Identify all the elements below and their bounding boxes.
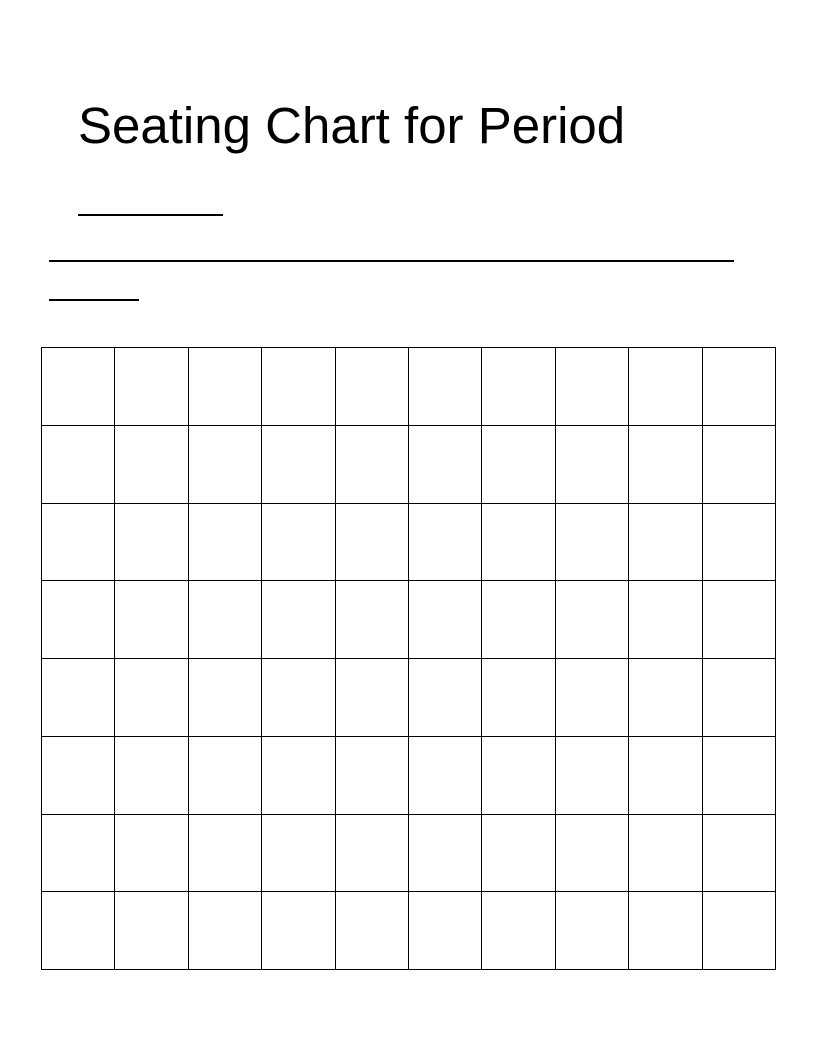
seat-cell (629, 892, 702, 970)
seat-cell (262, 892, 335, 970)
seating-grid (41, 347, 776, 970)
seat-cell (262, 581, 335, 659)
seat-cell (336, 426, 409, 504)
seat-cell (482, 892, 555, 970)
seat-cell (336, 737, 409, 815)
seat-cell (629, 348, 702, 426)
seat-cell (482, 581, 555, 659)
seat-cell (189, 581, 262, 659)
seat-cell (336, 348, 409, 426)
seat-cell (262, 348, 335, 426)
seat-cell (336, 659, 409, 737)
seat-cell (703, 504, 776, 582)
seat-cell (629, 737, 702, 815)
seat-cell (482, 659, 555, 737)
seat-cell (189, 426, 262, 504)
seat-cell (409, 426, 482, 504)
seat-cell (115, 426, 188, 504)
seat-cell (336, 815, 409, 893)
seat-cell (556, 426, 629, 504)
seat-cell (42, 581, 115, 659)
seat-cell (42, 659, 115, 737)
seat-cell (556, 348, 629, 426)
seat-cell (703, 426, 776, 504)
seat-cell (482, 504, 555, 582)
seat-cell (262, 426, 335, 504)
page-title: Seating Chart for Period (78, 97, 626, 154)
seat-cell (556, 892, 629, 970)
seat-cell (409, 581, 482, 659)
seat-cell (262, 737, 335, 815)
period-blank-line (78, 214, 223, 216)
seat-cell (262, 815, 335, 893)
seat-cell (115, 815, 188, 893)
seat-cell (556, 737, 629, 815)
name-blank-line (49, 260, 734, 262)
seat-cell (189, 348, 262, 426)
seat-cell (409, 659, 482, 737)
seat-cell (556, 581, 629, 659)
seat-cell (556, 504, 629, 582)
seat-cell (42, 892, 115, 970)
seat-cell (703, 737, 776, 815)
seat-cell (262, 504, 335, 582)
seat-cell (189, 815, 262, 893)
seat-cell (482, 348, 555, 426)
seat-cell (629, 581, 702, 659)
seat-cell (409, 737, 482, 815)
seat-cell (556, 815, 629, 893)
seat-cell (262, 659, 335, 737)
seat-cell (703, 892, 776, 970)
seat-cell (42, 737, 115, 815)
seat-cell (409, 348, 482, 426)
seat-cell (115, 504, 188, 582)
seat-cell (115, 659, 188, 737)
seat-cell (115, 581, 188, 659)
seat-cell (556, 659, 629, 737)
seat-cell (115, 892, 188, 970)
seat-cell (189, 659, 262, 737)
seat-cell (42, 426, 115, 504)
seat-cell (703, 659, 776, 737)
seat-cell (629, 504, 702, 582)
seat-cell (336, 504, 409, 582)
seat-cell (703, 581, 776, 659)
seat-cell (409, 504, 482, 582)
seat-cell (482, 426, 555, 504)
seat-cell (42, 504, 115, 582)
seat-cell (629, 659, 702, 737)
seat-cell (189, 737, 262, 815)
seat-cell (336, 581, 409, 659)
seat-cell (115, 348, 188, 426)
seat-cell (42, 815, 115, 893)
seat-cell (629, 426, 702, 504)
short-blank-line (49, 299, 139, 301)
seat-cell (189, 892, 262, 970)
seat-cell (409, 892, 482, 970)
seat-cell (42, 348, 115, 426)
seat-cell (482, 737, 555, 815)
seat-cell (189, 504, 262, 582)
seat-cell (115, 737, 188, 815)
seat-cell (703, 815, 776, 893)
seat-cell (703, 348, 776, 426)
seat-cell (336, 892, 409, 970)
seat-cell (409, 815, 482, 893)
seat-cell (629, 815, 702, 893)
seat-cell (482, 815, 555, 893)
